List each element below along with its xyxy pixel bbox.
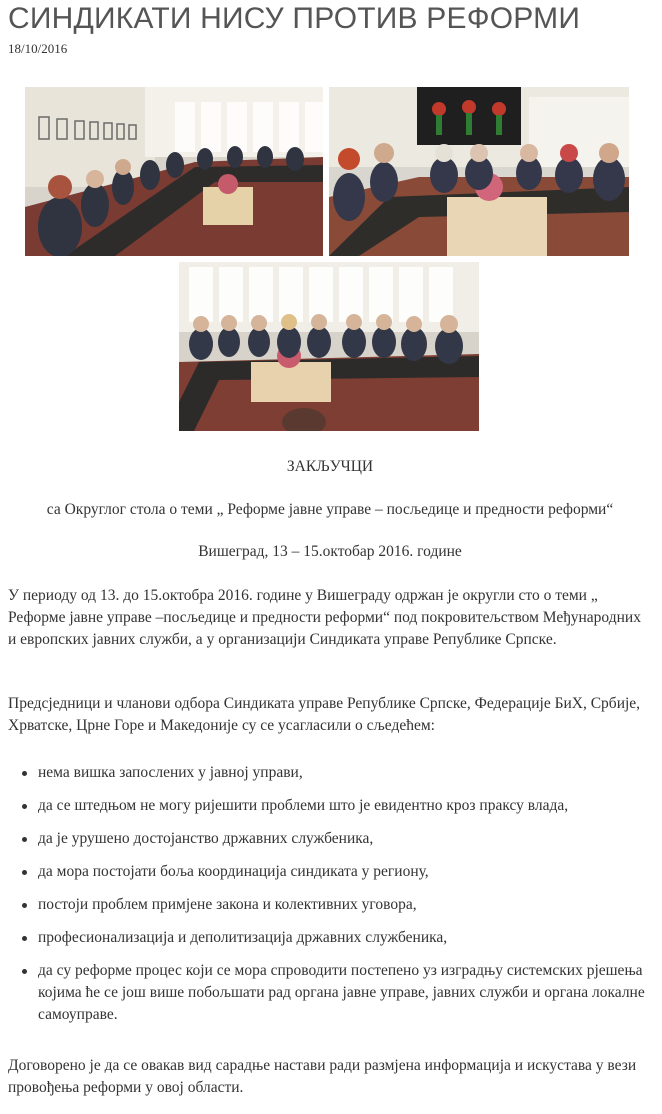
meeting-photo-3[interactable]	[179, 262, 479, 431]
meeting-photo-1[interactable]	[25, 87, 323, 256]
section-subheading: са Округлог стола о теми „ Реформе јавне управе – посљедице и предности реформи“	[46, 501, 614, 518]
list-item: да се штедњом не могу ријешити проблеми што је евидентно кроз праксу влада,	[8, 795, 648, 817]
bullet-icon	[22, 870, 27, 875]
conclusions-list	[8, 762, 648, 1037]
agreement-paragraph: Предсједници и чланови одбора Синдиката управе Републике Српске, Федерације БиХ, Србије, Хрватске, Црне Горе и Македоније су се усагласили о сљедећем:	[8, 695, 641, 734]
list-item: нема вишка запослених у јавној управи,	[8, 762, 648, 784]
place-and-date: Вишеград, 13 – 15.октобар 2016. године	[198, 543, 462, 560]
meeting-photo-2[interactable]	[329, 87, 629, 256]
bullet-icon	[22, 804, 27, 809]
bullet-icon	[22, 771, 27, 776]
bullet-icon	[22, 903, 27, 908]
list-item: да мора постојати боља координација синдиката у региону,	[8, 861, 648, 883]
closing-paragraph: Договорено је да се овакав вид сарадње настави ради размјена информација и искустава у вези провођења реформи у овој области.	[8, 1057, 637, 1096]
section-heading: ЗАКЉУЧЦИ	[286, 458, 374, 475]
list-item: да су реформе процес који се мора спроводити постепено уз изградњу системских рјешења којима ће се још више побољшати рад органа јавне управе, јавних служби и органа локалне самоуправе.	[8, 960, 648, 1026]
post-date: 18/10/2016	[8, 41, 68, 56]
list-item: да је урушено достојанство државних службеника,	[8, 828, 648, 850]
bullet-icon	[22, 936, 27, 941]
bullet-icon	[22, 969, 27, 974]
list-item: постоји проблем примјене закона и колективних уговора,	[8, 894, 648, 916]
page-title: СИНДИКАТИ НИСУ ПРОТИВ РЕФОРМИ	[8, 2, 581, 35]
intro-paragraph: У периоду од 13. до 15.октобра 2016. године у Вишеграду одржан је округли сто о теми „ Реформе јавне управе –посљедице и предности реформи“ под покровитељством Међународних и европских јавних служби, а у организацији Синдиката управе Републике Српске.	[8, 587, 641, 648]
list-item: професионализација и деполитизација државних службеника,	[8, 927, 648, 949]
bullet-icon	[22, 837, 27, 842]
